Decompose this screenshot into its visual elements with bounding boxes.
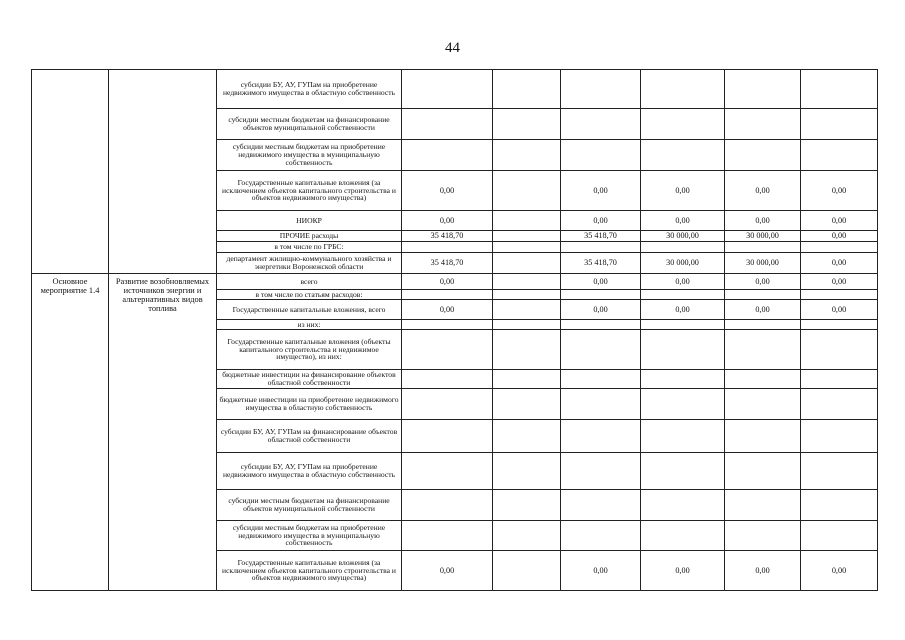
- value-cell-col-6: 0,00: [801, 211, 878, 231]
- value-cell-col-2: [493, 453, 561, 490]
- value-cell-col-2: [493, 109, 561, 140]
- page-number: 44: [445, 40, 460, 56]
- value-cell-col-2: [493, 330, 561, 370]
- value-cell-col-3: 35 418,70: [561, 253, 641, 274]
- value-cell-col-4: 0,00: [641, 300, 725, 320]
- value-cell-col-3: [561, 290, 641, 300]
- table-row: [32, 274, 878, 290]
- value-cell-col-4: [641, 242, 725, 253]
- value-cell-col-4: [641, 370, 725, 389]
- value-cell-col-3: [561, 490, 641, 521]
- value-cell-col-6: [801, 109, 878, 140]
- value-cell-col-5: 30 000,00: [725, 231, 801, 242]
- row-label: субсидии местным бюджетам на финансирование объектов муниципальной собственности: [217, 490, 402, 521]
- value-cell-col-2: [493, 274, 561, 290]
- value-cell-col-1: [402, 140, 493, 171]
- row-label: бюджетные инвестиции на финансирование объектов областной собственности: [217, 370, 402, 389]
- value-cell-col-3: [561, 389, 641, 420]
- row-label: в том числе по ГРБС:: [217, 242, 402, 253]
- value-cell-col-6: [801, 521, 878, 551]
- value-cell-col-4: 0,00: [641, 171, 725, 211]
- row-label: всего: [217, 274, 402, 290]
- row-label: Государственные капитальные вложения (за исключением объектов капитального строительства и объектов недвижимого имущества): [217, 551, 402, 591]
- value-cell-col-1: 35 418,70: [402, 231, 493, 242]
- value-cell-col-2: [493, 171, 561, 211]
- value-cell-col-3: [561, 109, 641, 140]
- value-cell-col-6: [801, 290, 878, 300]
- value-cell-col-5: [725, 490, 801, 521]
- row-label: субсидии БУ, АУ, ГУПам на финансирование объектов областной собственности: [217, 420, 402, 453]
- row-label: Государственные капитальные вложения (за исключением объектов капитального строительства и объектов недвижимого имущества): [217, 171, 402, 211]
- value-cell-col-1: [402, 521, 493, 551]
- value-cell-col-4: [641, 70, 725, 109]
- value-cell-col-1: [402, 420, 493, 453]
- value-cell-col-5: [725, 521, 801, 551]
- value-cell-col-2: [493, 242, 561, 253]
- value-cell-col-5: [725, 370, 801, 389]
- row-label: субсидии местным бюджетам на финансирование объектов муниципальной собственности: [217, 109, 402, 140]
- value-cell-col-4: [641, 140, 725, 171]
- value-cell-col-2: [493, 140, 561, 171]
- row-label: субсидии БУ, АУ, ГУПам на приобретение недвижимого имущества в областную собственность: [217, 453, 402, 490]
- value-cell-col-6: [801, 453, 878, 490]
- value-cell-col-5: [725, 420, 801, 453]
- value-cell-col-4: 30 000,00: [641, 231, 725, 242]
- value-cell-col-4: [641, 320, 725, 330]
- row-label: субсидии местным бюджетам на приобретение недвижимого имущества в муниципальную собственность: [217, 140, 402, 171]
- value-cell-col-1: 0,00: [402, 300, 493, 320]
- value-cell-col-1: 35 418,70: [402, 253, 493, 274]
- value-cell-col-4: 0,00: [641, 274, 725, 290]
- value-cell-col-2: [493, 490, 561, 521]
- value-cell-col-3: [561, 453, 641, 490]
- value-cell-col-3: [561, 521, 641, 551]
- row-label: бюджетные инвестиции на приобретение недвижимого имущества в областную собственность: [217, 389, 402, 420]
- value-cell-col-6: [801, 370, 878, 389]
- table-row: [32, 70, 878, 109]
- value-cell-col-4: [641, 389, 725, 420]
- value-cell-col-4: [641, 109, 725, 140]
- value-cell-col-5: 0,00: [725, 300, 801, 320]
- value-cell-col-1: [402, 490, 493, 521]
- value-cell-col-5: [725, 70, 801, 109]
- value-cell-col-4: [641, 490, 725, 521]
- value-cell-col-3: [561, 140, 641, 171]
- value-cell-col-1: 0,00: [402, 171, 493, 211]
- value-cell-col-3: [561, 330, 641, 370]
- value-cell-col-1: [402, 70, 493, 109]
- value-cell-col-2: [493, 521, 561, 551]
- row-label: Государственные капитальные вложения, всего: [217, 300, 402, 320]
- value-cell-col-5: [725, 330, 801, 370]
- value-cell-col-1: [402, 453, 493, 490]
- value-cell-col-1: [402, 109, 493, 140]
- activity-code: Основное мероприятие 1.4: [32, 274, 109, 591]
- value-cell-col-5: [725, 290, 801, 300]
- value-cell-col-6: [801, 490, 878, 521]
- value-cell-col-2: [493, 300, 561, 320]
- value-cell-col-4: [641, 521, 725, 551]
- row-label: из них:: [217, 320, 402, 330]
- value-cell-col-5: [725, 453, 801, 490]
- value-cell-col-1: [402, 370, 493, 389]
- value-cell-col-5: 0,00: [725, 171, 801, 211]
- value-cell-col-3: 35 418,70: [561, 231, 641, 242]
- row-label: субсидии местным бюджетам на приобретение недвижимого имущества в муниципальную собственность: [217, 521, 402, 551]
- value-cell-col-2: [493, 320, 561, 330]
- value-cell-col-3: [561, 320, 641, 330]
- value-cell-col-4: 30 000,00: [641, 253, 725, 274]
- value-cell-col-5: [725, 109, 801, 140]
- value-cell-col-2: [493, 70, 561, 109]
- value-cell-col-5: [725, 140, 801, 171]
- value-cell-col-3: 0,00: [561, 274, 641, 290]
- row-label: субсидии БУ, АУ, ГУПам на приобретение недвижимого имущества в областную собственность: [217, 70, 402, 109]
- value-cell-col-6: [801, 389, 878, 420]
- value-cell-col-1: 0,00: [402, 274, 493, 290]
- value-cell-col-2: [493, 370, 561, 389]
- row-label: ПРОЧИЕ расходы: [217, 231, 402, 242]
- value-cell-col-2: [493, 231, 561, 242]
- value-cell-col-1: 0,00: [402, 551, 493, 591]
- value-cell-col-6: 0,00: [801, 171, 878, 211]
- value-cell-col-3: 0,00: [561, 211, 641, 231]
- row-label: в том числе по статьям расходов:: [217, 290, 402, 300]
- value-cell-col-4: [641, 330, 725, 370]
- value-cell-col-2: [493, 211, 561, 231]
- value-cell-col-5: [725, 242, 801, 253]
- value-cell-col-4: 0,00: [641, 211, 725, 231]
- value-cell-col-1: 0,00: [402, 211, 493, 231]
- value-cell-col-4: [641, 290, 725, 300]
- value-cell-col-3: [561, 242, 641, 253]
- value-cell-col-5: 0,00: [725, 274, 801, 290]
- value-cell-col-6: [801, 140, 878, 171]
- value-cell-col-5: [725, 320, 801, 330]
- value-cell-col-6: 0,00: [801, 551, 878, 591]
- value-cell-col-4: [641, 420, 725, 453]
- value-cell-col-1: [402, 330, 493, 370]
- value-cell-col-1: [402, 242, 493, 253]
- name-cell-continued: [109, 70, 217, 274]
- row-label: департамент жилищно-коммунального хозяйства и энергетики Воронежской области: [217, 253, 402, 274]
- activity-name: Развитие возобновляемых источников энергии и альтернативных видов топлива: [109, 274, 217, 591]
- value-cell-col-2: [493, 551, 561, 591]
- value-cell-col-5: [725, 389, 801, 420]
- code-cell-continued: [32, 70, 109, 274]
- value-cell-col-3: 0,00: [561, 300, 641, 320]
- value-cell-col-1: [402, 290, 493, 300]
- value-cell-col-6: [801, 70, 878, 109]
- value-cell-col-1: [402, 320, 493, 330]
- value-cell-col-5: 0,00: [725, 551, 801, 591]
- value-cell-col-3: 0,00: [561, 171, 641, 211]
- value-cell-col-3: [561, 70, 641, 109]
- budget-table: [31, 69, 878, 591]
- value-cell-col-6: 0,00: [801, 300, 878, 320]
- value-cell-col-2: [493, 253, 561, 274]
- value-cell-col-6: [801, 320, 878, 330]
- value-cell-col-3: 0,00: [561, 551, 641, 591]
- value-cell-col-6: [801, 330, 878, 370]
- value-cell-col-6: [801, 420, 878, 453]
- value-cell-col-2: [493, 290, 561, 300]
- value-cell-col-6: 0,00: [801, 274, 878, 290]
- budget-table-body: [32, 70, 878, 591]
- value-cell-col-1: [402, 389, 493, 420]
- value-cell-col-2: [493, 389, 561, 420]
- value-cell-col-6: 0,00: [801, 231, 878, 242]
- value-cell-col-2: [493, 420, 561, 453]
- value-cell-col-5: 30 000,00: [725, 253, 801, 274]
- value-cell-col-3: [561, 420, 641, 453]
- value-cell-col-6: [801, 242, 878, 253]
- value-cell-col-4: [641, 453, 725, 490]
- row-label: Государственные капитальные вложения (объекты капитального строительства и недвижимое имущество), из них:: [217, 330, 402, 370]
- value-cell-col-5: 0,00: [725, 211, 801, 231]
- row-label: НИОКР: [217, 211, 402, 231]
- value-cell-col-6: 0,00: [801, 253, 878, 274]
- value-cell-col-3: [561, 370, 641, 389]
- value-cell-col-4: 0,00: [641, 551, 725, 591]
